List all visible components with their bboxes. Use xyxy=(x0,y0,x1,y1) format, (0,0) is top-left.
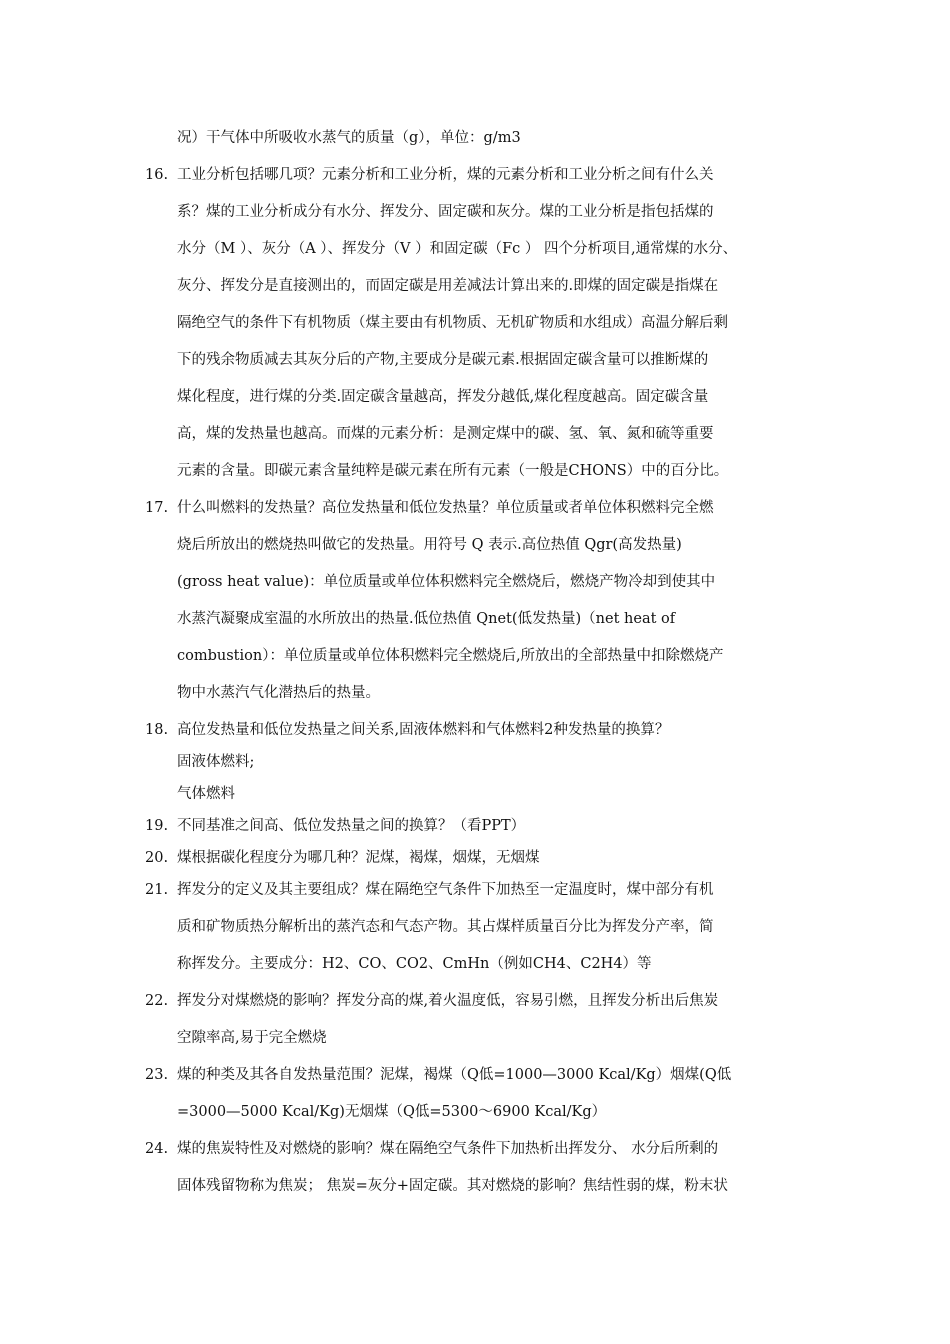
question-22 xyxy=(145,987,815,1061)
question-number: 22. xyxy=(145,993,169,1009)
question-16 xyxy=(145,161,815,494)
text-line: 固液体燃料; xyxy=(177,754,255,770)
question-number: 21. xyxy=(145,882,169,898)
text-line: 水蒸汽凝聚成室温的水所放出的热量.低位热值 Qnet(低发热量)（net heat of xyxy=(177,611,676,627)
text-line: 隔绝空气的条件下有机物质（煤主要由有机物质、无机矿物质和水组成）高温分解后剩 xyxy=(177,315,728,331)
question-19 xyxy=(145,812,815,844)
text-line: 20. 煤根据碳化程度分为哪几种？泥煤，褐煤，烟煤，无烟煤 xyxy=(145,844,815,876)
text-line: =3000—5000 Kcal/Kg)无烟煤（Q低=5300～6900 Kcal/Kg） xyxy=(177,1104,607,1120)
text-line: 下的残余物质减去其灰分后的产物,主要成分是碳元素.根据固定碳含量可以推断煤的 xyxy=(177,352,709,368)
question-number: 18. xyxy=(145,722,169,738)
question-23 xyxy=(145,1061,815,1135)
text-line: 况）干气体中所吸收水蒸气的质量（g），单位：g/m3 xyxy=(177,130,521,146)
text-line: 24. 煤的焦炭特性及对燃烧的影响？煤在隔绝空气条件下加热析出挥发分、 水分后所剩的 xyxy=(145,1135,815,1172)
text-line: 19. 不同基准之间高、低位发热量之间的换算？（看PPT） xyxy=(145,812,815,844)
question-24 xyxy=(145,1135,815,1209)
question-number: 16. xyxy=(145,167,169,183)
text-line: 水分（M ）、灰分（A ）、挥发分（V ）和固定碳（Fc ） 四个分析项目,通常煤的水分、 xyxy=(177,241,738,257)
text-line: 称挥发分。主要成分：H2、CO、CO2、CmHn（例如CH4、C2H4）等 xyxy=(177,956,652,972)
text-line: 烧后所放出的燃烧热叫做它的发热量。用符号 Q 表示.高位热值 Qgr(高发热量) xyxy=(177,537,682,553)
text-line: 空隙率高,易于完全燃烧 xyxy=(177,1030,327,1046)
question-number: 24. xyxy=(145,1141,169,1157)
question-number: 20. xyxy=(145,850,169,866)
text-line: 22. 挥发分对煤燃烧的影响？挥发分高的煤,着火温度低，容易引燃，且挥发分析出后焦炭 xyxy=(145,987,815,1024)
question-number: 23. xyxy=(145,1067,169,1083)
text-line: 物中水蒸汽气化潜热后的热量。 xyxy=(177,685,380,701)
question-number: 19. xyxy=(145,818,169,834)
question-18 xyxy=(145,716,815,812)
text-line: 元素的含量。即碳元素含量纯粹是碳元素在所有元素（一般是CHONS）中的百分比。 xyxy=(177,463,729,479)
text-line: 18. 高位发热量和低位发热量之间关系,固液体燃料和气体燃料2种发热量的换算？ xyxy=(145,716,815,748)
text-line: 气体燃料 xyxy=(177,786,235,802)
text-line: combustion）：单位质量或单位体积燃料完全燃烧后,所放出的全部热量中扣除燃烧产 xyxy=(177,648,724,664)
text-line: 固体残留物称为焦炭； 焦炭=灰分+固定碳。其对燃烧的影响？焦结性弱的煤，粉末状 xyxy=(177,1178,728,1194)
question-number: 17. xyxy=(145,500,169,516)
question-20 xyxy=(145,844,815,876)
question-17 xyxy=(145,494,815,716)
text-line: 系？煤的工业分析成分有水分、挥发分、固定碳和灰分。煤的工业分析是指包括煤的 xyxy=(177,204,714,220)
question-21 xyxy=(145,876,815,987)
text-line: 煤化程度，进行煤的分类.固定碳含量越高，挥发分越低,煤化程度越高。固定碳含量 xyxy=(177,389,709,405)
text-line: 23. 煤的种类及其各自发热量范围？泥煤，褐煤（Q低=1000—3000 Kcal/Kg）烟煤(Q低 xyxy=(145,1061,815,1098)
text-line: 21. 挥发分的定义及其主要组成？煤在隔绝空气条件下加热至一定温度时，煤中部分有机 xyxy=(145,876,815,913)
text-line: 高，煤的发热量也越高。而煤的元素分析：是测定煤中的碳、氢、氧、氮和硫等重要 xyxy=(177,426,714,442)
text-line: 灰分、挥发分是直接测出的，而固定碳是用差减法计算出来的.即煤的固定碳是指煤在 xyxy=(177,278,719,294)
document-body xyxy=(145,124,815,1209)
text-line: 17. 什么叫燃料的发热量？高位发热量和低位发热量？单位质量或者单位体积燃料完全燃 xyxy=(145,494,815,531)
text-line: 16. 工业分析包括哪几项？元素分析和工业分析，煤的元素分析和工业分析之间有什么关 xyxy=(145,161,815,198)
paragraph-continued xyxy=(145,124,815,161)
text-line: (gross heat value)：单位质量或单位体积燃料完全燃烧后，燃烧产物冷却到使其中 xyxy=(177,574,716,590)
text-line: 质和矿物质热分解析出的蒸汽态和气态产物。其占煤样质量百分比为挥发分产率，简 xyxy=(177,919,714,935)
